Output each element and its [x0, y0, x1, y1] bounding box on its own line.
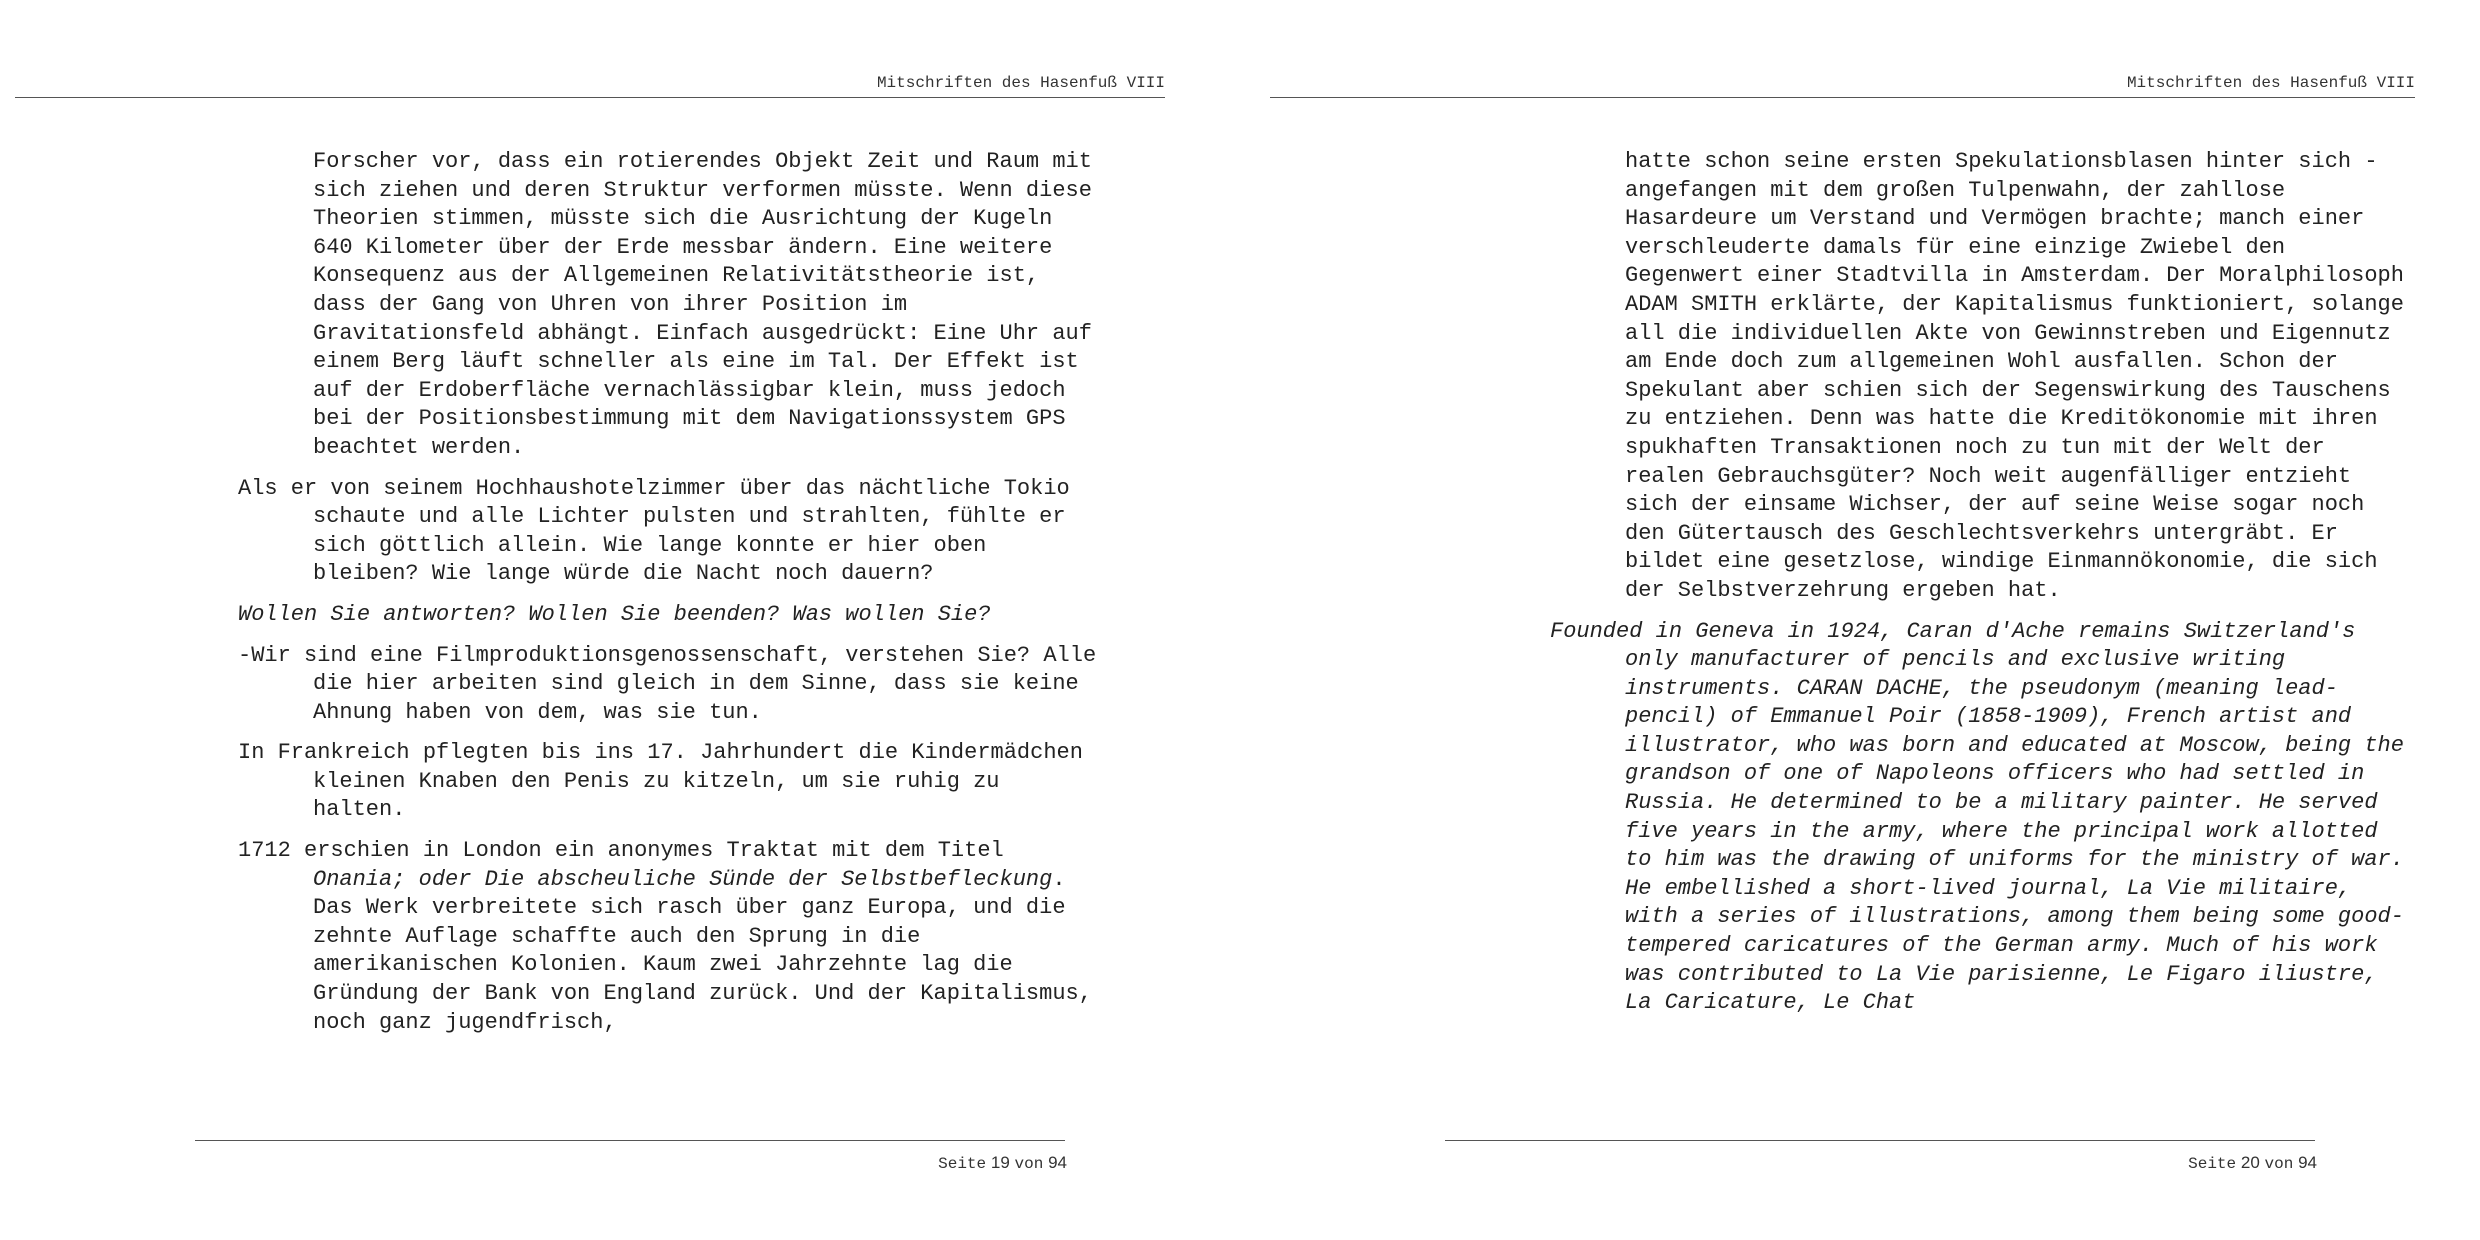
page-total: 94 [2298, 1153, 2317, 1172]
paragraph: In Frankreich pflegten bis ins 17. Jahrhundert die Kindermädchen kleinen Knaben den Penis zu kitzeln, um sie ruhig zu halten. [238, 740, 1083, 823]
footer-mid: von [1014, 1155, 1044, 1173]
page-number: 19 [990, 1153, 1010, 1172]
paragraph [238, 837, 1103, 1037]
paragraph: -Wir sind eine Filmproduktionsgenossenschaft, verstehen Sie? Alle die hier arbeiten sind gleich in dem Sinne, dass sie keine Ahnung haben von dem, was sie tun. [238, 642, 1097, 725]
paragraph-italic: Founded in Geneva in 1924, Caran d'Ache remains Switzerland's only manufacturer of pencils and exclusive writing instruments. CARAN DACHE, the pseudonym (meaning lead-pencil) of Emmanuel Poir (1858-1909), French artist and illustrator, who was born and educated at Moscow, being the grandson of one of Napoleons officers who had settled in Russia. He determined to be a military painter. He served five years in the army, where the principal work allotted to him was the drawing of uniforms for the ministry of war. He embellished a short-lived journal, La Vie militaire, with a series of illustrations, among them being some good-tempered caricatures of the German army. Much of his work was contributed to La Vie parisienne, Le Figaro iliustre, La Caricature, Le Chat [1550, 618, 2404, 1016]
running-header: Mitschriften des Hasenfuß VIII [2126, 74, 2415, 92]
footer-prefix: Seite [2188, 1155, 2237, 1173]
paragraph-text: 1712 erschien in London ein anonymes Traktat mit dem Titel [238, 838, 1004, 864]
page-total: 94 [1048, 1153, 1067, 1172]
paragraph: hatte schon seine ersten Spekulationsblasen hinter sich - angefangen mit dem großen Tulpenwahn, der zahllose Hasardeure um Verstand und Vermögen brachte; manch einer verschleuderte damals für eine einzige Zwiebel den Gegenwert einer Stadtvilla in Amsterdam. Der Moralphilosoph ADAM SMITH erklärte, der Kapitalismus funktioniert, solange all die individuellen Akte von Gewinnstreben und Eigennutz am Ende doch zum allgemeinen Wohl ausfallen. Schon der Spekulant aber schien sich der Segenswirkung des Tauschens zu entziehen. Denn was hatte die Kreditökonomie mit ihren spukhaften Transaktionen noch zu tun mit der Welt der realen Gebrauchsgüter? Noch weit augenfälliger entzieht sich der einsame Wichser, der auf seine Weise sogar noch den Gütertausch des Geschlechtsverkehrs untergräbt. Er bildet eine gesetzlose, windige Einmannökonomie, die sich der Selbstverzehrung ergeben hat. [1625, 149, 2404, 603]
running-header: Mitschriften des Hasenfuß VIII [876, 74, 1165, 92]
book-title: Onania; oder Die abscheuliche Sünde der Selbstbefleckung [313, 866, 1053, 892]
paragraph-italic: Wollen Sie antworten? Wollen Sie beenden? Was wollen Sie? [238, 601, 991, 627]
footer-rule [195, 1140, 1065, 1141]
footer-prefix: Seite [938, 1155, 987, 1173]
paragraph: Forscher vor, dass ein rotierendes Objekt Zeit und Raum mit sich ziehen und deren Struktur verformen müsste. Wenn diese Theorien stimmen, müsste sich die Ausrichtung der Kugeln 640 Kilometer über der Erde messbar ändern. Eine weitere Konsequenz aus der Allgemeinen Relativitätstheorie ist, dass der Gang von Uhren von ihrer Position im Gravitationsfeld abhängt. Einfach ausgedrückt: Eine Uhr auf einem Berg läuft schneller als eine im Tal. Der Effekt ist auf der Erdoberfläche vernachlässigbar klein, muss jedoch bei der Positionsbestimmung mit dem Navigationssystem GPS beachtet werden. [313, 149, 1092, 460]
footer-rule [1445, 1140, 2315, 1141]
page-footer [2188, 1153, 2317, 1173]
page-body [238, 148, 1103, 1049]
header-rule [1270, 97, 2415, 98]
footer-mid: von [2264, 1155, 2294, 1173]
page-body [1550, 148, 2415, 1030]
page-number: 20 [2240, 1153, 2260, 1172]
paragraph-text: . Das Werk verbreitete sich rasch über ganz Europa, und die zehnte Auflage schaffte auch den Sprung in die amerikanischen Kolonien. Kaum zwei Jahrzehnte lag die Gründung der Bank von England zurück. Und der Kapitalismus, noch ganz jugendfrisch, [313, 866, 1092, 1035]
paragraph: Als er von seinem Hochhaushotelzimmer über das nächtliche Tokio schaute und alle Lichter pulsten und strahlten, fühlte er sich göttlich allein. Wie lange konnte er hier oben bleiben? Wie lange würde die Nacht noch dauern? [238, 475, 1070, 587]
page-right [1250, 0, 2480, 1240]
page-footer [938, 1153, 1067, 1173]
header-rule [15, 97, 1165, 98]
